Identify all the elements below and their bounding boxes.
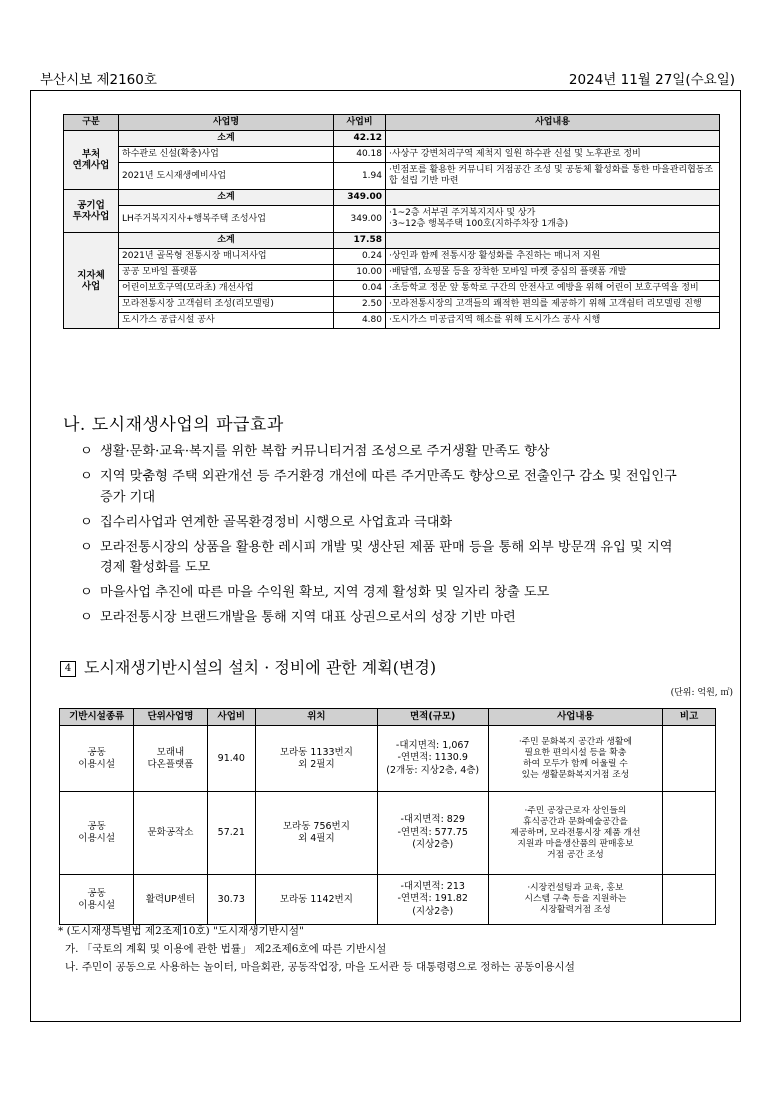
project-content: ·빈점포를 활용한 커뮤니티 거점공간 조성 및 공동체 활성화를 통한 마을관리협동조합 설립 기반 마련 [386,163,720,190]
list-item: ㅇ 모라전통시장 브랜드개발을 통해 지역 대표 상권으로서의 성장 기반 마련 [80,608,680,629]
facility-area: -대지면적: 213 -연면적: 191.82 (지상2층) [377,875,488,925]
project-name: LH주거복지지사+행복주택 조성사업 [119,206,334,233]
col-header-location: 위치 [256,709,378,726]
col-header-cost: 사업비 [207,709,255,726]
project-content: ·사상구 강변처리구역 제척지 일원 하수관 신설 및 노후관로 정비 [386,147,720,163]
project-name: 도시가스 공급시설 공사 [119,313,334,329]
category-cell: 부처 연계사업 [64,131,119,190]
table-header-row [60,709,716,726]
facility-cost: 30.73 [207,875,255,925]
subtotal-value: 42.12 [334,131,386,147]
section-4-title [60,655,436,678]
project-name: 2021년 골목형 전통시장 매니저사업 [119,249,334,265]
table-row [64,131,720,147]
publication-title: 부산시보 제2160호 [40,72,157,88]
subtotal-label: 소계 [119,190,334,206]
project-cost: 349.00 [334,206,386,233]
col-header-unit-project: 단위사업명 [134,709,207,726]
project-content: ·모라전통시장의 고객들의 쾌적한 편의를 제공하기 위해 고객쉼터 리모델링 진행 [386,297,720,313]
col-header-project: 사업명 [119,115,334,131]
table-header-row [64,115,720,131]
list-item: ㅇ 생활·문화·교육·복지를 위한 복합 커뮤니티거점 조성으로 주거생활 만족도 향상 [80,442,680,463]
facility-note [663,726,716,792]
unit-project-name: 모래내 다온플랫폼 [134,726,207,792]
facility-area: -대지면적: 1,067 -연면적: 1130.9 (2개동: 지상2층, 4층) [377,726,488,792]
col-header-content: 사업내용 [386,115,720,131]
bullet-mark: ㅇ [80,469,93,484]
table-row [64,313,720,329]
page-header [40,68,735,88]
project-content: ·초등학교 정문 앞 통학로 구간의 안전사고 예방을 위해 어린이 보호구역을 정비 [386,281,720,297]
effects-bullet-list [80,442,680,633]
project-name: 하수관로 신설(확충)사업 [119,147,334,163]
subtotal-label: 소계 [119,131,334,147]
project-name: 어린이보호구역(모라초) 개선사업 [119,281,334,297]
project-cost: 0.04 [334,281,386,297]
facility-type: 공동 이용시설 [60,726,134,792]
facility-area: -대지면적: 829 -연면적: 577.75 (지상2층) [377,792,488,875]
footnote-item-ga: 가. 「국토의 계획 및 이용에 관한 법률」 제2조제6호에 따른 기반시설 [65,943,387,955]
bullet-mark: ㅇ [80,514,93,530]
project-cost: 1.94 [334,163,386,190]
footnote-definition: * (도시재생특별법 제2조제10호) "도시재생기반시설" [58,925,304,937]
section-na-title: 나. 도시재생사업의 파급효과 [63,415,284,435]
table-row [64,163,720,190]
facility-content: ·시장컨설팅과 교육, 홍보 시스템 구축 등을 지원하는 시장활력거점 조성 [488,875,663,925]
category-cell: 공기업 투자사업 [64,190,119,233]
table-row [60,792,716,875]
project-cost: 10.00 [334,265,386,281]
facility-cost: 91.40 [207,726,255,792]
section-4-title-text: 도시재생기반시설의 설치 · 정비에 관한 계획(변경) [84,658,437,677]
list-item: ㅇ 모라전통시장의 상품을 활용한 레시피 개발 및 생산된 제품 판매 등을 통해 외부 방문객 유입 및 지역경제 활성화를 도모 [80,539,673,575]
list-item: ㅇ 집수리사업과 연계한 골목환경정비 시행으로 사업효과 극대화 [80,513,680,534]
facility-plan-table [59,708,716,925]
bullet-mark: ㅇ [80,610,93,625]
table-row [60,726,716,792]
col-header-content: 사업내용 [488,709,663,726]
list-item: ㅇ 지역 맞춤형 주택 외관개선 등 주거환경 개선에 따른 주거만족도 향상으로 전출인구 감소 및 전입인구 증가 기대 [80,469,677,505]
bullet-mark: ㅇ [80,444,93,459]
table-row [60,875,716,925]
category-cell: 지자체 사업 [64,233,119,329]
table-row [64,147,720,163]
project-content: ·도시가스 미공급지역 해소를 위해 도시가스 공사 시행 [386,313,720,329]
unit-label: (단위: 억원, ㎡) [670,688,733,698]
facility-note [663,875,716,925]
project-cost: 0.24 [334,249,386,265]
project-content: ·1~2층 서부권 주거복지지사 및 상가 ·3~12층 행복주택 100호(지하주차장 1개층) [386,206,720,233]
project-cost: 4.80 [334,313,386,329]
bullet-mark: ㅇ [80,585,93,600]
project-cost: 2.50 [334,297,386,313]
project-name: 모라전통시장 고객쉼터 조성(리모델링) [119,297,334,313]
facility-location: 모라동 1133번지 외 2필지 [256,726,378,792]
project-cost: 40.18 [334,147,386,163]
section-number-box: 4 [60,661,76,677]
subtotal-value: 17.58 [334,233,386,249]
table-row [64,249,720,265]
publication-date: 2024년 11월 27일(수요일) [568,72,735,88]
col-header-area: 면적(규모) [377,709,488,726]
table-row [64,233,720,249]
table-row [64,206,720,233]
footnotes [58,922,738,976]
col-header-note: 비고 [663,709,716,726]
unit-project-name: 활력UP센터 [134,875,207,925]
col-header-cost: 사업비 [334,115,386,131]
facility-location: 모라동 756번지 외 4필지 [256,792,378,875]
table-row [64,190,720,206]
bullet-mark: ㅇ [80,539,93,555]
subtotal-label: 소계 [119,233,334,249]
table-row [64,281,720,297]
facility-cost: 57.21 [207,792,255,875]
facility-location: 모라동 1142번지 [256,875,378,925]
footnote-item-na: 나. 주민이 공동으로 사용하는 놀이터, 마을회관, 공동작업장, 마을 도서관 등 대통령령으로 정하는 공동이용시설 [65,961,575,973]
table-row [64,297,720,313]
facility-type: 공동 이용시설 [60,875,134,925]
facility-content: ·주민 공장근로자 상인들의 휴식공간과 문화예술공간을 제공하며, 모라전통시장 제품 개선 지원과 마을생산품의 판매홍보 거점 공간 조성 [488,792,663,875]
facility-type: 공동 이용시설 [60,792,134,875]
facility-content: ·주민 문화복지 공간과 생활에 필요한 편의시설 등을 확충 하여 모두가 함께 어울릴 수 있는 생활문화복지거점 조성 [488,726,663,792]
table-row [64,265,720,281]
project-content: ·상인과 함께 전통시장 활성화를 추진하는 매니저 지원 [386,249,720,265]
project-cost-table [63,114,720,329]
project-content: ·배달앱, 쇼핑몰 등을 장착한 모바일 마켓 중심의 플랫폼 개발 [386,265,720,281]
unit-project-name: 문화공작소 [134,792,207,875]
list-item: ㅇ 마을사업 추진에 따른 마을 수익원 확보, 지역 경제 활성화 및 일자리 창출 도모 [80,583,680,604]
project-name: 2021년 도시재생예비사업 [119,163,334,190]
facility-note [663,792,716,875]
col-header-category: 구분 [64,115,119,131]
project-name: 공공 모바일 플랫폼 [119,265,334,281]
subtotal-value: 349.00 [334,190,386,206]
col-header-facility-type: 기반시설종류 [60,709,134,726]
